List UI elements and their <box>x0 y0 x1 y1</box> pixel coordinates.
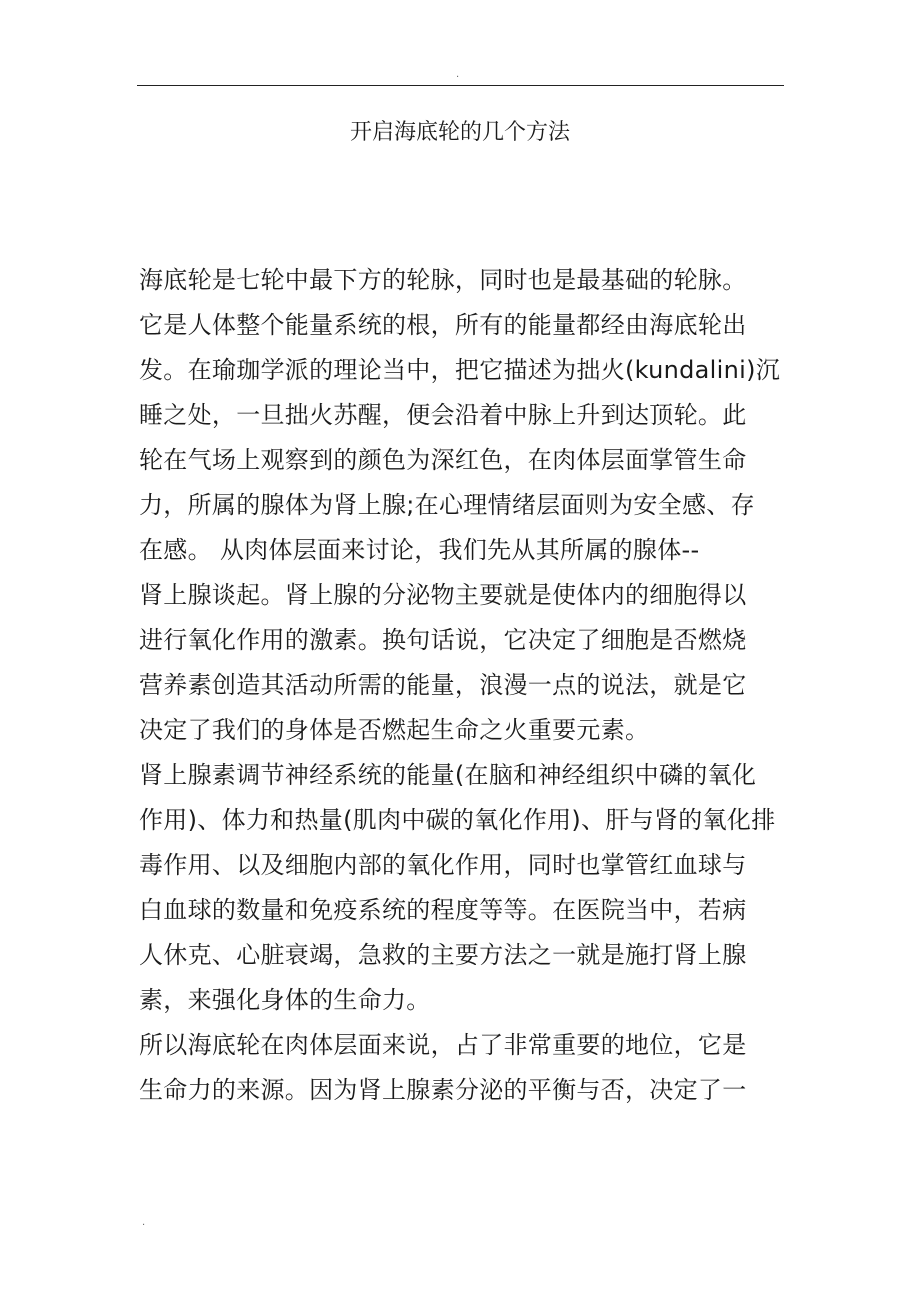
body-line: 海底轮是七轮中最下方的轮脉，同时也是最基础的轮脉。 <box>139 266 747 294</box>
body-line: 肾上腺素调节神经系统的能量(在脑和神经组织中磷的氧化 <box>139 761 757 789</box>
body-line: 进行氧化作用的激素。换句话说，它决定了细胞是否燃烧 <box>139 626 747 654</box>
body-line: 生命力的来源。因为肾上腺素分泌的平衡与否，决定了一 <box>139 1076 747 1104</box>
body-line: 力，所属的腺体为肾上腺;在心理情绪层面则为安全感、存 <box>139 491 755 519</box>
body-line: 所以海底轮在肉体层面来说，占了非常重要的地位，它是 <box>139 1031 747 1059</box>
body-line: 作用)、体力和热量(肌肉中碳的氧化作用)、肝与肾的氧化排 <box>139 806 776 834</box>
body-line: 肾上腺谈起。肾上腺的分泌物主要就是使体内的细胞得以 <box>139 581 747 609</box>
body-line: 在感。 从肉体层面来讨论，我们先从其所属的腺体-- <box>139 536 700 564</box>
document-body <box>139 258 789 1113</box>
body-line: 决定了我们的身体是否燃起生命之火重要元素。 <box>139 716 650 744</box>
body-line: 发。在瑜珈学派的理论当中，把它描述为拙火(kundalini)沉 <box>139 356 781 384</box>
body-line: 它是人体整个能量系统的根，所有的能量都经由海底轮出 <box>139 311 747 339</box>
header-divider <box>137 85 784 86</box>
body-line: 轮在气场上观察到的颜色为深红色，在肉体层面掌管生命 <box>139 446 747 474</box>
body-line: 素，来强化身体的生命力。 <box>139 986 431 1014</box>
body-line: 白血球的数量和免疫系统的程度等等。在医院当中，若病 <box>139 896 747 924</box>
footer-mark: . <box>142 1217 146 1228</box>
body-line: 人休克、心脏衰竭，急救的主要方法之一就是施打肾上腺 <box>139 941 747 969</box>
body-line: 睡之处，一旦拙火苏醒，便会沿着中脉上升到达顶轮。此 <box>139 401 747 429</box>
header-mark: . <box>456 69 460 80</box>
body-line: 毒作用、以及细胞内部的氧化作用，同时也掌管红血球与 <box>139 851 747 879</box>
body-line: 营养素创造其活动所需的能量，浪漫一点的说法，就是它 <box>139 671 747 699</box>
document-title: 开启海底轮的几个方法 <box>349 120 570 145</box>
